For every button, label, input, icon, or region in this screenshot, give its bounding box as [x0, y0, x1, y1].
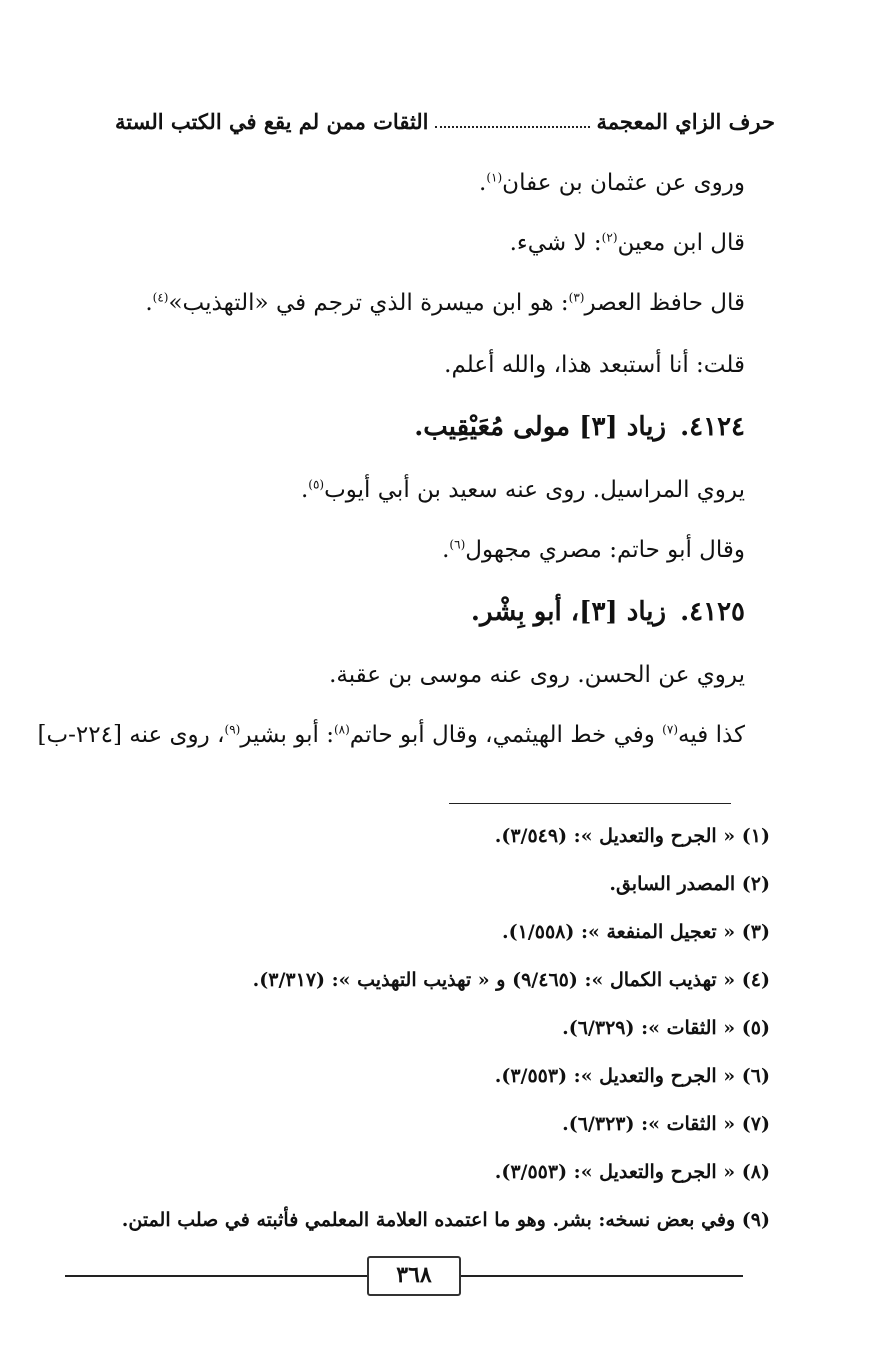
- body-line: قلت: أنا أستبعد هذا، والله أعلم.: [444, 352, 745, 378]
- footnote: (٢) المصدر السابق.: [609, 873, 770, 895]
- chapter-title: حرف الزاي المعجمة: [596, 108, 775, 134]
- page-number: ٣٦٨: [367, 1256, 461, 1296]
- leader-dots: [435, 114, 591, 128]
- footnote-ref[interactable]: (٣): [568, 290, 585, 305]
- entry-title: زياد [٣] مولى مُعَيْقِيب.: [414, 412, 667, 442]
- book-title: الثقات ممن لم يقع في الكتب الستة: [115, 108, 429, 134]
- entry-title: زياد [٣]، أبو بِشْر.: [470, 597, 667, 627]
- body-line: كذا فيه$^{(٧)}$ وفي خط الهيثمي، وقال أبو حاتم$^{(٨)}$: أبو بشير$^{(٩)}$، روى عنه [٢٢٤-ب]: [37, 722, 745, 748]
- body-line: وقال أبو حاتم: مصري مجهول$^{(٦)}$.: [442, 537, 745, 563]
- footnote-ref[interactable]: (٧): [662, 722, 678, 737]
- footnote: (٦) « الجرح والتعديل »: (٣/٥٥٣).: [494, 1065, 770, 1087]
- body-line: قال ابن معين$^{(٢)}$: لا شيء.: [509, 230, 745, 256]
- footnote: (٤) « تهذيب الكمال »: (٩/٤٦٥) و « تهذيب التهذيب »: (٣/٣١٧).: [252, 969, 770, 991]
- body-line: قال حافظ العصر$^{(٣)}$: هو ابن ميسرة الذي ترجم في «التهذيب»$^{(٤)}$.: [145, 290, 745, 316]
- entry-number: ٤١٢٥.: [680, 597, 745, 627]
- footnote: (٣) « تعجيل المنفعة »: (١/٥٥٨).: [501, 921, 770, 943]
- footnote-separator: [449, 803, 731, 804]
- footnote-ref[interactable]: (٤): [152, 290, 169, 305]
- footnote: (٧) « الثقات »: (٦/٣٢٣).: [562, 1113, 770, 1135]
- footnote-ref[interactable]: (٥): [308, 477, 325, 492]
- body-line: وروى عن عثمان بن عفان$^{(١)}$.: [479, 170, 745, 196]
- footnote: (٩) وفي بعض نسخه: بشر. وهو ما اعتمده العلامة المعلمي فأثبته في صلب المتن.: [121, 1209, 770, 1231]
- footnote-ref[interactable]: (١): [486, 170, 503, 185]
- body-line: يروي عن الحسن. روى عنه موسى بن عقبة.: [329, 662, 745, 688]
- entry-heading: [414, 412, 745, 442]
- entry-number: ٤١٢٤.: [680, 412, 745, 442]
- footnote-ref[interactable]: (٩): [224, 722, 241, 737]
- footnote: (٥) « الثقات »: (٦/٣٢٩).: [562, 1017, 770, 1039]
- footnote: (١) « الجرح والتعديل »: (٣/٥٤٩).: [494, 825, 770, 847]
- running-head: [115, 104, 775, 138]
- footnote: (٨) « الجرح والتعديل »: (٣/٥٥٣).: [494, 1161, 770, 1183]
- body-line: يروي المراسيل. روى عنه سعيد بن أبي أيوب$^{(٥)}$.: [300, 477, 745, 503]
- footnote-ref[interactable]: (٨): [333, 722, 350, 737]
- footnote-ref[interactable]: (٦): [449, 537, 466, 552]
- footnote-ref[interactable]: (٢): [601, 230, 618, 245]
- entry-heading: [471, 597, 745, 627]
